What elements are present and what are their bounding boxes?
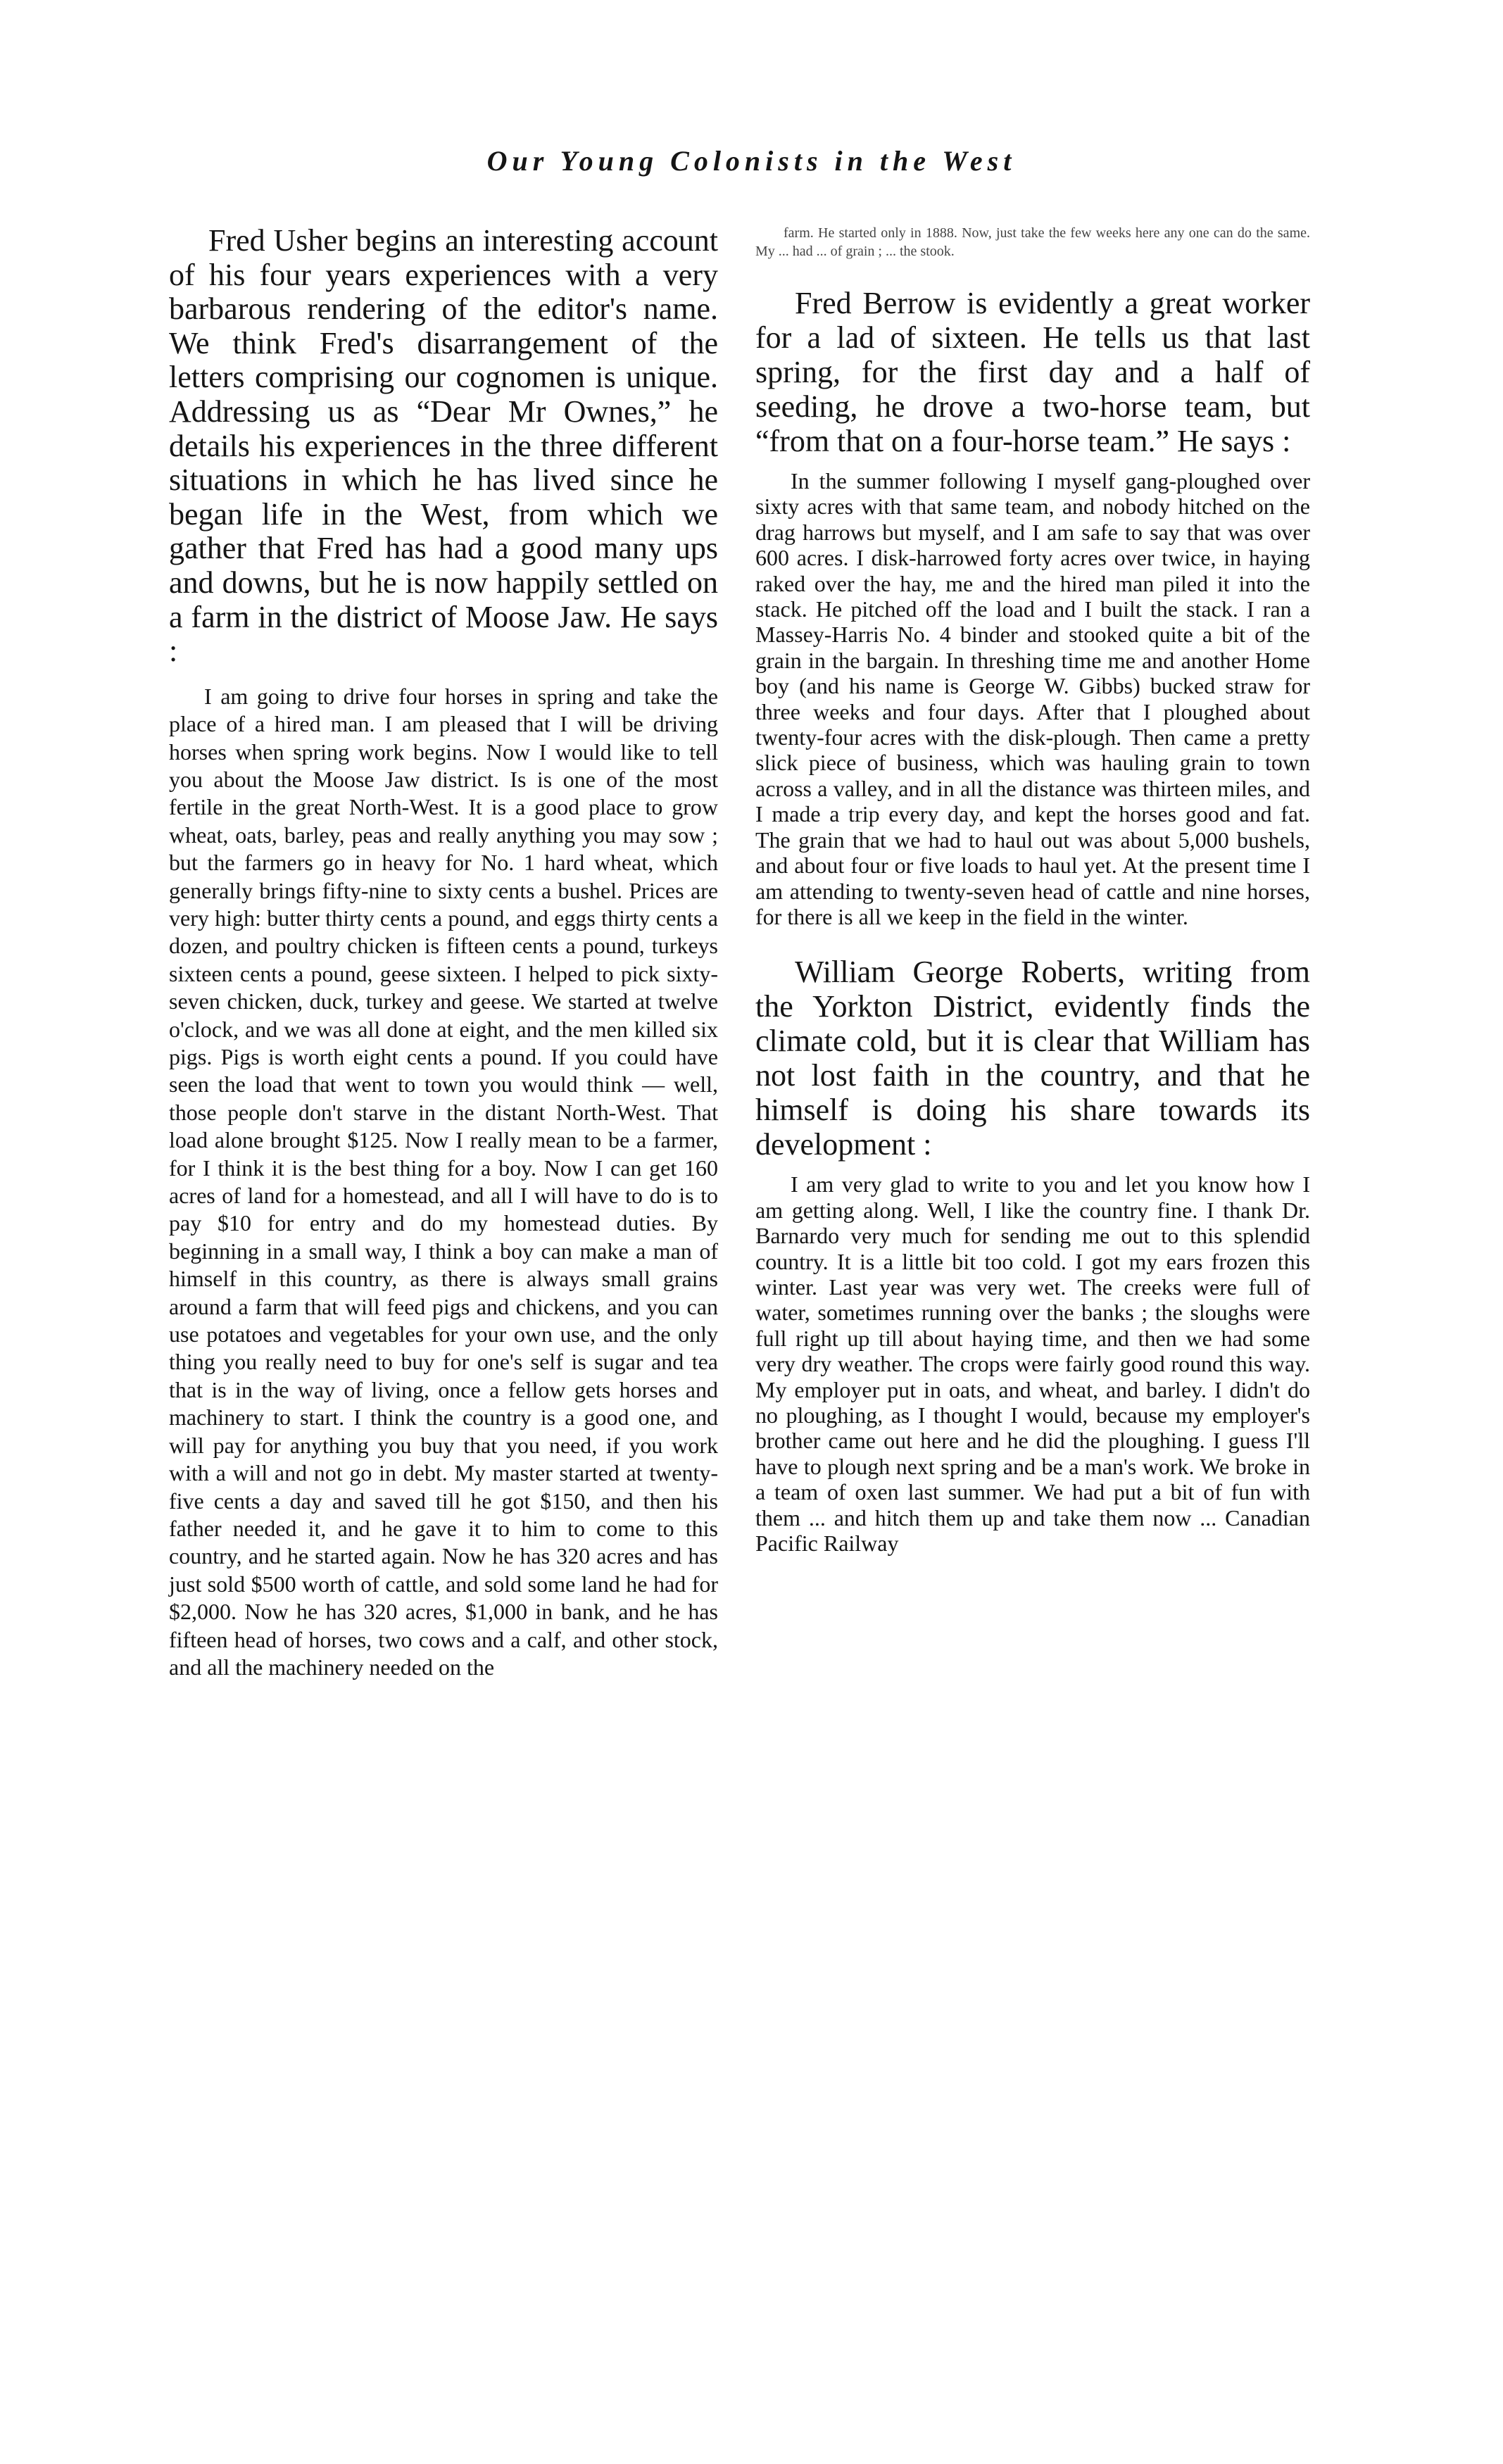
fred-berrow-letter: In the summer following I myself gang-ploughed over sixty acres with that same team, and nobody hitched on the drag harrows but myself, and I am safe to say that was over 600 acres. I disk-harrowed forty acres over twice, in haying raked over the hay, me and the hired man piled it into the stack. He pitched off the load and I built the stack. I ran a Massey-Harris No. 4 binder and stooked quite a bit of the grain in the bargain. In threshing time me and another Home boy (and his name is George W. Gibbs) bucked straw for three weeks and four days. After that I ploughed about twenty-four acres with the disk-plough. Then came a pretty slick piece of business, which was hauling grain to town across a valley, and in all the distance was thirteen miles, and I made a trip every day, and kept the horses good and fat. The grain that we had to haul out was about 5,000 bushels, and about four or five loads to haul yet. At the present time I am attending to twenty-seven head of cattle and nine horses, for there is all we keep in the field in the winter. [755,468,1310,929]
william-roberts-letter: I am very glad to write to you and let you know how I am getting along. Well, I like the country fine. I thank Dr. Barnardo very much for sending me out to this splendid country. It is a little bit too cold. I got my ears frozen this winter. Last year was very wet. The creeks were full of water, sometimes running over the banks ; the sloughs were full right up till about haying time, and then we had some very dry weather. The crops were fairly good round this way. My employer put in oats, and wheat, and barley. I didn't do no ploughing, as I thought I would, because my employer's brother came out here and he did the ploughing. I guess I'll have to plough next spring and be a man's work. We broke in a team of oxen last summer. We had put a bit of fun with them ... and hitch them up and take them now ... Canadian Pacific Railway [755,1171,1310,1556]
continued-text: farm. He started only in 1888. Now, just take the few weeks here any one can do the same. My ... had ... of grain ; ... the stook. [755,225,1310,259]
left-column [169,224,718,1681]
right-column [755,224,1310,1556]
william-roberts-intro: William George Roberts, writing from the Yorkton District, evidently finds the climate cold, but it is clear that William has not lost faith in the country, and that he himself is doing his share towards its development : [755,955,1310,1162]
fred-usher-letter: I am going to drive four horses in spring and take the place of a hired man. I am pleased that I will be driving horses when spring work begins. Now I would like to tell you about the Moose Jaw district. Is is one of the most fertile in the great North-West. It is a good place to grow wheat, oats, barley, peas and really anything you may sow ; but the farmers go in heavy for No. 1 hard wheat, which generally brings fifty-nine to sixty cents a bushel. Prices are very high: butter thirty cents a pound, and eggs thirty cents a dozen, and poultry chicken is fifteen cents a pound, turkeys sixteen cents a pound, geese sixteen. I helped to pick sixty-seven chicken, duck, turkey and geese. We started at twelve o'clock, and we was all done at eight, and the men killed six pigs. Pigs is worth eight cents a pound. If you could have seen the load that went to town you would think — well, those people don't starve in the distant North-West. That load alone brought $125. Now I really mean to be a farmer, for I think it is the best thing for a boy. Now I can get 160 acres of land for a homestead, and all I will have to do is to pay $10 for entry and do my homestead duties. By beginning in a small way, I think a boy can make a man of himself in this country, as there is always small grains around a farm that will feed pigs and chickens, and you can use potatoes and vegetables for your own use, and the only thing you really need to buy for one's self is sugar and tea that is in the way of living, once a fellow gets horses and machinery to start. I think the country is a good one, and will pay for anything you buy that you need, if you work with a will and not go in debt. My master started at twenty-five cents a day and saved till he got $150, and then his father needed it, and he gave it to him to come to this country, and he started again. Now he has 320 acres and has just sold $500 worth of cattle, and sold some land he had for $2,000. Now he has 320 acres, $1,000 in bank, and he has fifteen head of horses, two cows and a calf, and other stock, and all the machinery needed on the [169,683,718,1680]
fred-berrow-intro: Fred Berrow is evidently a great worker for a lad of sixteen. He tells us that last spring, for the first day and a half of seeding, he drove a two-horse team, but “from that on a four-horse team.” He says : [755,286,1310,458]
page-title: Our Young Colonists in the West [486,145,1017,177]
fred-usher-intro: Fred Usher begins an interesting account of his four years experiences with a very barbarous rendering of the editor's name. We think Fred's disarrangement of the letters comprising our cognomen is unique. Addressing us as “Dear Mr Ownes,” he details his experiences in the three different situations in which he has lived since he began life in the West, from which we gather that Fred has had a good many ups and downs, but he is now happily settled on a farm in the district of Moose Jaw. He says : [169,223,718,669]
